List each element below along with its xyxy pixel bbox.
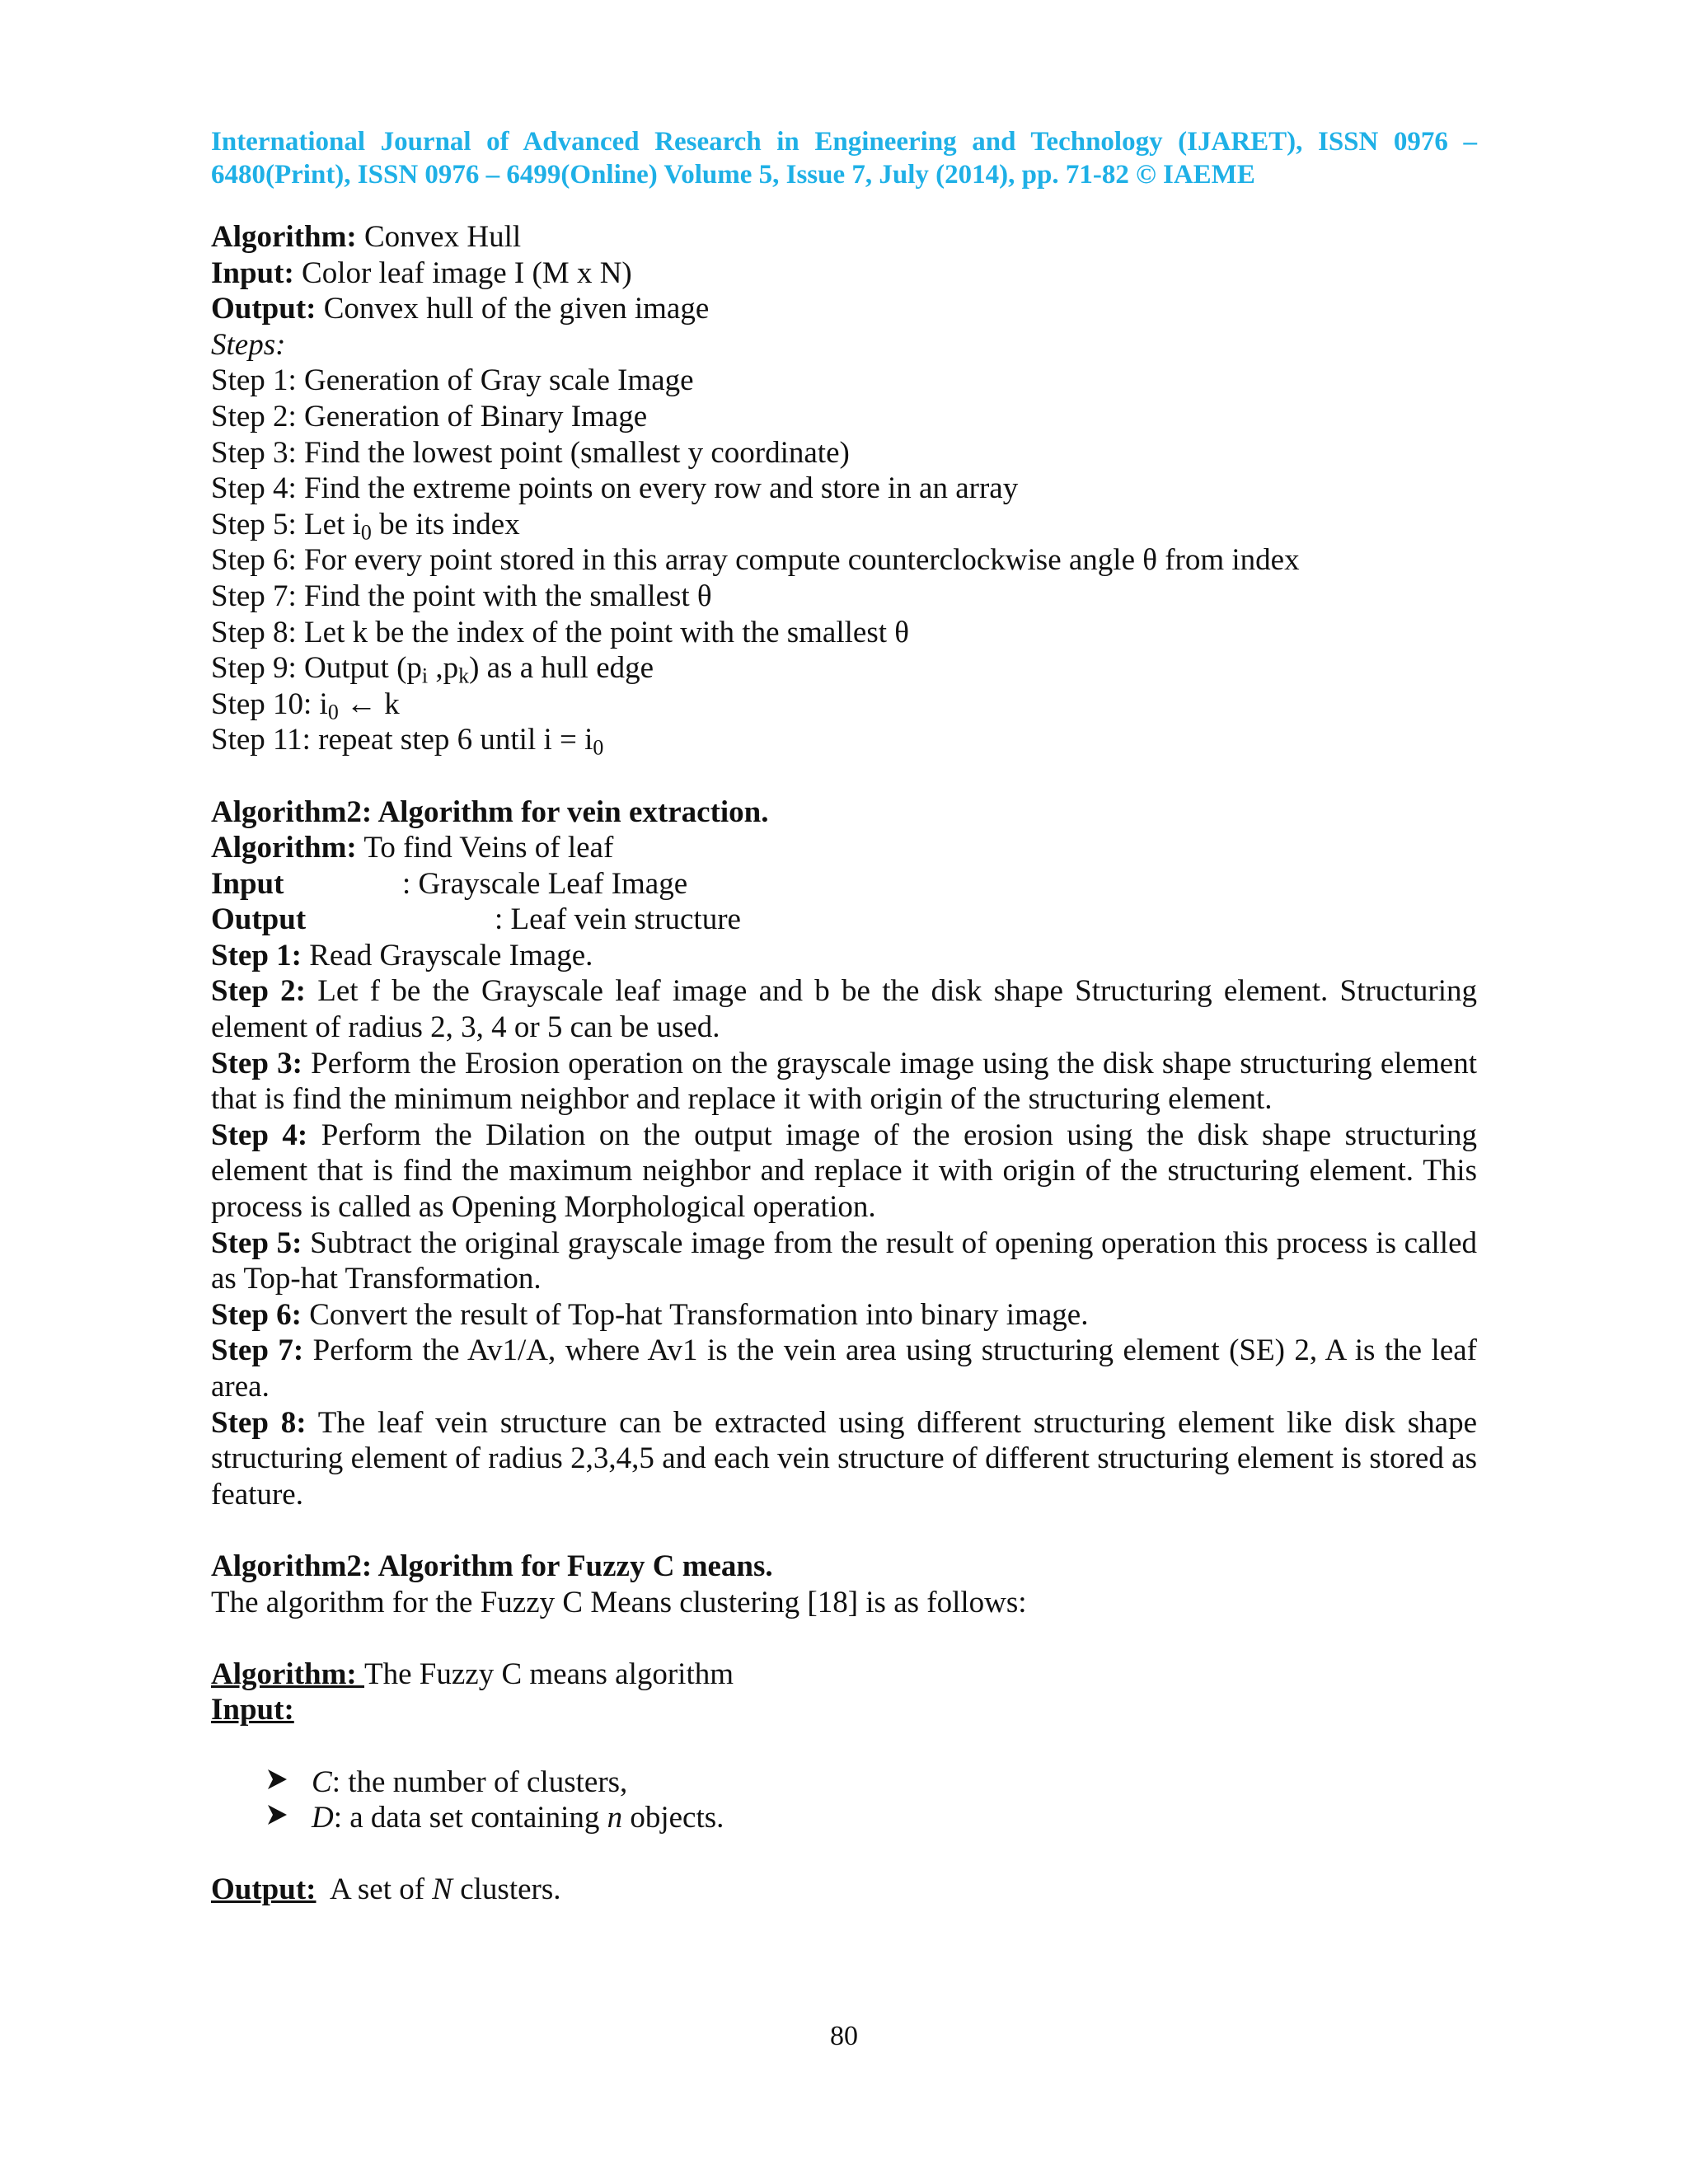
output-value: Convex hull of the given image bbox=[316, 292, 710, 326]
arrowhead-bullet-icon bbox=[267, 1765, 288, 1801]
step-text: Let f be the Grayscale leaf image and b be the disk shape Structuring element. Structuring element of radius 2, 3, 4 or 5 can be used. bbox=[211, 974, 1477, 1045]
intro-text: The algorithm for the Fuzzy C Means clustering [18] is as follows: bbox=[211, 1585, 1027, 1619]
list-item-text: : the number of clusters, bbox=[331, 1765, 628, 1799]
step-2: Step 2: Generation of Binary Image bbox=[211, 399, 648, 434]
algorithm-value: Convex Hull bbox=[356, 220, 522, 254]
output-label: Output: bbox=[211, 292, 316, 326]
section-title-text: Algorithm2: Algorithm for vein extraction. bbox=[211, 794, 769, 829]
step-6 bbox=[211, 1297, 1477, 1333]
section-gap bbox=[211, 758, 1477, 794]
step-3 bbox=[211, 1046, 1477, 1118]
step-9-text-end: ) as a hull edge bbox=[469, 651, 654, 686]
step-text: Subtract the original grayscale image from the result of opening operation this process is called as Top-hat Transformation. bbox=[211, 1226, 1477, 1296]
step-5-subscript: 0 bbox=[360, 520, 372, 545]
step-text: Perform the Av1/A, where Av1 is the vein area using structuring element (SE) 2, A is the leaf area. bbox=[211, 1333, 1477, 1404]
vein-extraction-algorithm bbox=[211, 794, 1477, 1513]
section-title-text: Algorithm2: Algorithm for Fuzzy C means. bbox=[211, 1549, 773, 1583]
algorithm-line bbox=[211, 830, 1477, 866]
step-7 bbox=[211, 1333, 1477, 1404]
variable-c: C bbox=[312, 1765, 332, 1799]
convex-hull-algorithm bbox=[211, 219, 1477, 758]
algorithm-label: Algorithm: bbox=[211, 831, 357, 865]
output-line bbox=[211, 902, 1477, 938]
step-6: Step 6: For every point stored in this array compute counterclockwise angle θ from index bbox=[211, 543, 1300, 578]
arrowhead-bullet-icon bbox=[267, 1800, 288, 1836]
step-label: Step 4: bbox=[211, 1118, 308, 1152]
output-text: A set of bbox=[316, 1872, 433, 1907]
list-item-text: : a data set containing bbox=[333, 1801, 607, 1835]
output-line bbox=[211, 1872, 1477, 1908]
step-11-text: Step 11: repeat step 6 until i = i bbox=[211, 723, 593, 757]
paragraph-gap bbox=[211, 1728, 1477, 1765]
input-value: : Grayscale Leaf Image bbox=[402, 866, 688, 901]
step-text: Read Grayscale Image. bbox=[301, 938, 593, 972]
steps-label bbox=[211, 327, 1477, 363]
list-item bbox=[267, 1800, 1477, 1836]
algorithm-line bbox=[211, 1657, 1477, 1693]
input-line bbox=[211, 866, 1477, 902]
variable-n: n bbox=[607, 1801, 623, 1835]
input-value: Color leaf image I (M x N) bbox=[293, 255, 632, 290]
step-4: Step 4: Find the extreme points on every row and store in an array bbox=[211, 471, 1019, 506]
paragraph-gap bbox=[211, 1620, 1477, 1657]
step-label: Step 8: bbox=[211, 1405, 307, 1440]
step-7: Step 7: Find the point with the smallest θ bbox=[211, 579, 712, 613]
step-text: Perform the Erosion operation on the grayscale image using the disk shape structuring element that is find the minimum neighbor and replace it with origin of the structuring element. bbox=[211, 1046, 1477, 1117]
step-10 bbox=[211, 687, 1477, 723]
step-5-text-end: be its index bbox=[371, 507, 520, 541]
step-5 bbox=[211, 507, 1477, 543]
step-label: Step 2: bbox=[211, 974, 306, 1009]
step-label: Step 3: bbox=[211, 1046, 302, 1080]
algorithm-line bbox=[211, 219, 1477, 255]
step-10-text-end: ← k bbox=[338, 687, 400, 721]
input-line bbox=[211, 1692, 1477, 1728]
step-9-text-mid: ,p bbox=[428, 651, 459, 686]
step-2 bbox=[211, 973, 1477, 1045]
page-number: 80 bbox=[830, 2021, 858, 2051]
step-9-subscript-i: i bbox=[421, 663, 429, 688]
input-label: Input bbox=[211, 866, 284, 901]
step-5 bbox=[211, 1226, 1477, 1297]
output-line bbox=[211, 291, 1477, 327]
steps-label-text: Steps: bbox=[211, 327, 286, 362]
algorithm-value: The Fuzzy C means algorithm bbox=[364, 1657, 734, 1691]
section-title bbox=[211, 1549, 1477, 1585]
variable-d: D bbox=[312, 1801, 334, 1835]
output-text-end: clusters. bbox=[452, 1872, 561, 1907]
algorithm-label: Algorithm: bbox=[211, 220, 357, 254]
step-3: Step 3: Find the lowest point (smallest y coordinate) bbox=[211, 435, 850, 470]
output-label: Output: bbox=[211, 1872, 316, 1907]
step-8 bbox=[211, 1405, 1477, 1513]
step-text: The leaf vein structure can be extracted using different structuring element like disk shape structuring element of radius 2,3,4,5 and each vein structure of different structuring element is stored as feature. bbox=[211, 1405, 1477, 1511]
step-text: Perform the Dilation on the output image of the erosion using the disk shape structuring element that is find the maximum neighbor and replace it with origin of the structuring element. This process is called as Opening Morphological operation. bbox=[211, 1118, 1477, 1225]
step-9-text: Step 9: Output (p bbox=[211, 651, 422, 686]
input-label: Input: bbox=[211, 255, 294, 290]
step-11 bbox=[211, 722, 1477, 758]
step-8: Step 8: Let k be the index of the point with the smallest θ bbox=[211, 615, 909, 649]
list-item bbox=[267, 1765, 1477, 1801]
list-item-text-end: objects. bbox=[622, 1801, 724, 1835]
page-content bbox=[211, 219, 1477, 1908]
algorithm-label: Algorithm: bbox=[211, 1657, 364, 1691]
step-10-text: Step 10: i bbox=[211, 687, 328, 721]
step-9 bbox=[211, 650, 1477, 687]
step-label: Step 1: bbox=[211, 938, 302, 972]
paragraph-gap bbox=[211, 1836, 1477, 1872]
input-label: Input: bbox=[211, 1693, 294, 1727]
step-text: Convert the result of Top-hat Transformation into binary image. bbox=[301, 1297, 1089, 1332]
step-4 bbox=[211, 1118, 1477, 1226]
step-label: Step 6: bbox=[211, 1297, 302, 1332]
step-label: Step 5: bbox=[211, 1226, 302, 1260]
step-label: Step 7: bbox=[211, 1333, 304, 1368]
journal-header: International Journal of Advanced Research in Engineering and Technology (IJARET), ISSN 0976 – 6480(Print), ISSN 0976 – 6499(Online) Volume 5, Issue 7, July (2014), pp. 71-82 © IAEME bbox=[211, 127, 1477, 190]
section-title bbox=[211, 794, 1477, 831]
input-list bbox=[211, 1765, 1477, 1836]
algorithm-value: To find Veins of leaf bbox=[356, 831, 614, 865]
step-11-subscript: 0 bbox=[593, 735, 604, 760]
section-gap bbox=[211, 1512, 1477, 1549]
fuzzy-c-means-algorithm bbox=[211, 1549, 1477, 1908]
step-5-text: Step 5: Let i bbox=[211, 507, 361, 541]
step-10-subscript: 0 bbox=[327, 700, 339, 724]
output-value: : Leaf vein structure bbox=[495, 902, 741, 937]
step-9-subscript-k: k bbox=[458, 663, 470, 688]
output-label: Output bbox=[211, 902, 307, 937]
step-1: Step 1: Generation of Gray scale Image bbox=[211, 363, 694, 398]
step-1 bbox=[211, 938, 1477, 974]
input-line bbox=[211, 255, 1477, 292]
variable-n-upper: N bbox=[432, 1872, 452, 1907]
